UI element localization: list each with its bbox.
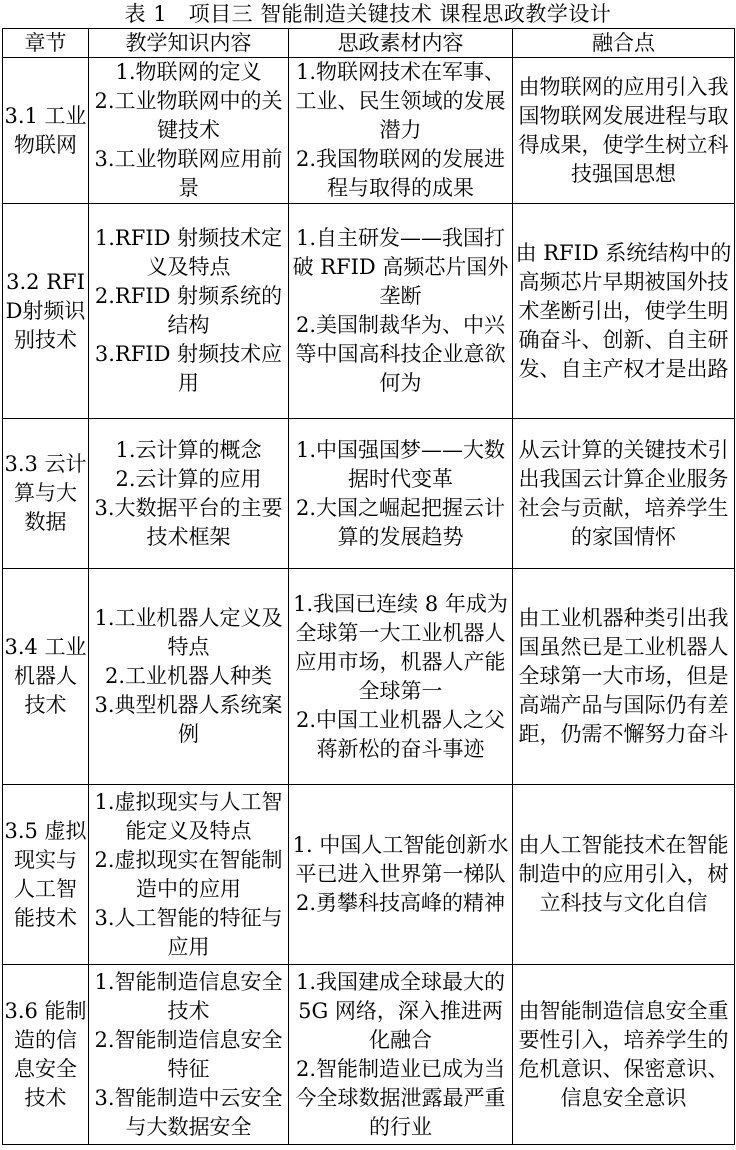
knowledge-item: 1.物联网的定义 [115, 60, 262, 84]
chapter-cell: 3.4 工业机器人技术 [3, 569, 89, 785]
knowledge-item: 3.工业物联网应用前景 [94, 147, 283, 200]
chapter-cell: 3.2 RFID射频识别技术 [3, 204, 89, 419]
material-cell [289, 965, 513, 1145]
fusion-cell: 由人工智能技术在智能制造中的应用引入，树立科技与文化自信 [513, 785, 735, 965]
knowledge-item: 2.RFID 射频系统的结构 [94, 284, 283, 337]
material-item: 2.美国制裁华为、中兴等中国高科技企业意欲何为 [295, 313, 506, 395]
fusion-cell: 由物联网的应用引入我国物联网发展进程与取得成果，使学生树立科技强国思想 [513, 58, 735, 204]
material-cell [289, 419, 513, 569]
fusion-cell: 由 RFID 系统结构中的高频芯片早期被国外技术垄断引出，使学生明确奋斗、创新、自主研发、自主产权才是出路 [513, 204, 735, 419]
table-row [3, 419, 735, 569]
knowledge-item: 3.智能制造中云安全与大数据安全 [94, 1085, 283, 1139]
knowledge-item: 3.大数据平台的主要技术框架 [94, 495, 283, 549]
knowledge-item: 1.RFID 射频技术定义及特点 [94, 226, 283, 279]
knowledge-item: 3.RFID 射频技术应用 [94, 342, 283, 395]
knowledge-cell [89, 965, 289, 1145]
knowledge-item: 2.工业机器人种类 [104, 664, 273, 688]
knowledge-item: 1.工业机器人定义及特点 [94, 606, 283, 659]
knowledge-cell [89, 569, 289, 785]
header-fusion: 融合点 [513, 29, 735, 58]
knowledge-cell [89, 419, 289, 569]
material-cell [289, 569, 513, 785]
header-material: 思政素材内容 [289, 29, 513, 58]
material-item: 1.自主研发——我国打破 RFID 高频芯片国外垄断 [292, 226, 509, 308]
table-row [3, 58, 735, 204]
chapter-cell: 3.6 能制造的信息安全技术 [3, 965, 89, 1145]
fusion-cell: 由工业机器种类引出我国虽然已是工业机器人全球第一大市场，但是高端产品与国际仍有差距，仍需不懈努力奋斗 [513, 569, 735, 785]
knowledge-item: 1.虚拟现实与人工智能定义及特点 [94, 789, 283, 843]
table-row [3, 965, 735, 1145]
material-item: 2.智能制造业已成为当今全球数据泄露最严重的行业 [295, 1056, 506, 1139]
knowledge-item: 2.虚拟现实在智能制造中的应用 [94, 847, 283, 901]
chapter-cell: 3.1 工业物联网 [3, 58, 89, 204]
material-item: 1. 中国人工智能创新水平已进入世界第一梯队 [292, 833, 509, 886]
material-cell [289, 58, 513, 204]
fusion-cell: 从云计算的关键技术引出我国云计算企业服务社会与贡献，培养学生的家国情怀 [513, 419, 735, 569]
material-cell [289, 785, 513, 965]
material-item: 1.物联网技术在军事、工业、民生领域的发展潜力 [295, 60, 506, 142]
material-item: 1.中国强国梦——大数据时代变革 [295, 437, 506, 491]
knowledge-item: 3.人工智能的特征与应用 [94, 905, 283, 959]
course-design-table [2, 28, 735, 1145]
knowledge-cell [89, 204, 289, 419]
material-item: 2.我国物联网的发展进程与取得的成果 [295, 147, 506, 200]
header-knowledge: 教学知识内容 [89, 29, 289, 58]
table-caption: 表 1 项目三 智能制造关键技术 课程思政教学设计 [124, 2, 612, 26]
table-row [3, 785, 735, 965]
material-item: 2.中国工业机器人之父蒋新松的奋斗事迹 [295, 707, 506, 761]
material-item: 1.我国建成全球最大的 5G 网络，深入推进两化融合 [295, 969, 506, 1052]
knowledge-item: 3.典型机器人系统案例 [94, 693, 283, 746]
chapter-cell: 3.5 虚拟现实与人工智能技术 [3, 785, 89, 965]
material-item: 1.我国已连续 8 年成为全球第一大工业机器人应用市场，机器人产能全球第一 [293, 591, 508, 703]
material-item: 2.大国之崛起把握云计算的发展趋势 [295, 495, 506, 549]
header-row [3, 29, 735, 58]
chapter-cell: 3.3 云计算与大数据 [3, 419, 89, 569]
fusion-cell: 由智能制造信息安全重要性引入，培养学生的危机意识、保密意识、信息安全意识 [513, 965, 735, 1145]
table-row [3, 204, 735, 419]
material-item: 2.勇攀科技高峰的精神 [295, 891, 506, 915]
knowledge-item: 2.智能制造信息安全特征 [94, 1027, 283, 1081]
knowledge-item: 1.云计算的概念 [115, 437, 262, 462]
knowledge-item: 2.工业物联网中的关键技术 [94, 89, 283, 142]
table-row [3, 569, 735, 785]
knowledge-item: 2.云计算的应用 [115, 466, 262, 491]
material-cell [289, 204, 513, 419]
header-chapter: 章节 [3, 29, 89, 58]
knowledge-item: 1.智能制造信息安全技术 [94, 969, 283, 1023]
knowledge-cell [89, 58, 289, 204]
knowledge-cell [89, 785, 289, 965]
